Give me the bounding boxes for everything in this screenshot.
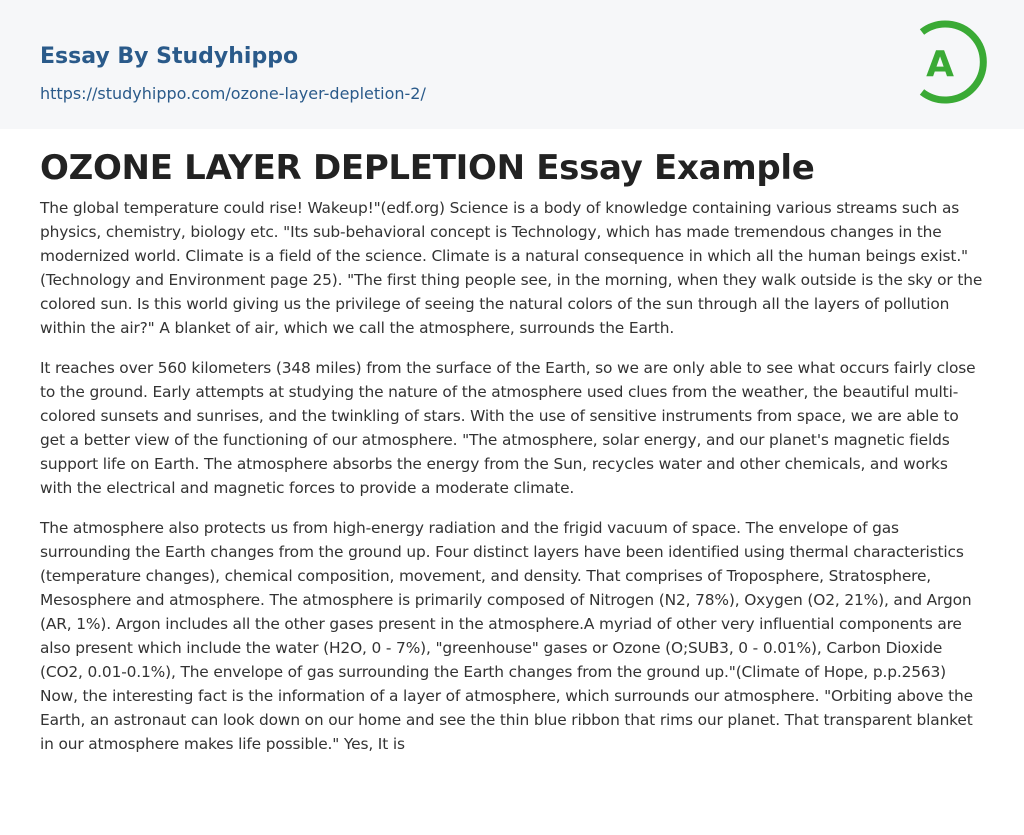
logo-letter: A (926, 44, 954, 85)
essay-paragraph: The atmosphere also protects us from high-energy radiation and the frigid vacuum of space. The envelope of gas surrounding the Earth changes from the ground up. Four distinct layers have been identified using thermal characteristics (temperature changes), chemical composition, movement, and density. That comprises of Troposphere, Stratosphere, Mesosphere and atmosphere. The atmosphere is primarily composed of Nitrogen (N2, 78%), Oxygen (O2, 21%), and Argon (AR, 1%). Argon includes all the other gases present in the atmosphere.A myriad of other very influential components are also present which include the water (H2O, 0 - 7%), "greenhouse" gases or Ozone (O;SUB3, 0 - 0.01%), Carbon Dioxide (CO2, 0.01-0.1%), The envelope of gas surrounding the Earth changes from the ground up."(Climate of Hope, p.p.2563) Now, the interesting fact is the information of a layer of atmosphere, which surrounds our atmosphere. "Orbiting above the Earth, an astronaut can look down on our home and see the thin blue ribbon that rims our planet. That transparent blanket in our atmosphere makes life possible." Yes, It is (40, 519, 973, 753)
page-url-link[interactable]: https://studyhippo.com/ozone-layer-depletion-2/ (40, 84, 426, 103)
studyhippo-logo-icon[interactable] (910, 18, 988, 106)
site-header (0, 0, 1024, 129)
essay-paragraph: It reaches over 560 kilometers (348 miles) from the surface of the Earth, so we are only able to see what occurs fairly close to the ground. Early attempts at studying the nature of the atmosphere used clues from the weather, the beautiful multi-colored sunsets and sunrises, and the twinkling of stars. With the use of sensitive instruments from space, we are able to get a better view of the functioning of our atmosphere. "The atmosphere, solar energy, and our planet's magnetic fields support life on Earth. The atmosphere absorbs the energy from the Sun, recycles water and other chemicals, and works with the electrical and magnetic forces to provide a moderate climate. (40, 359, 976, 497)
essay-paragraph: The global temperature could rise! Wakeup!"(edf.org) Science is a body of knowledge containing various streams such as physics, chemistry, biology etc. "Its sub-behavioral concept is Technology, which has made tremendous changes in the modernized world. Climate is a field of the science. Climate is a natural consequence in which all the human beings exist."(Technology and Environment page 25). "The first thing people see, in the morning, when they walk outside is the sky or the colored sun. Is this world giving us the privilege of seeing the natural colors of the sun through all the layers of pollution within the air?" A blanket of air, which we call the atmosphere, surrounds the Earth. (40, 199, 983, 337)
site-brand[interactable]: Essay By Studyhippo (40, 44, 299, 69)
article (0, 129, 1024, 756)
page-title: OZONE LAYER DEPLETION Essay Example (40, 148, 815, 188)
